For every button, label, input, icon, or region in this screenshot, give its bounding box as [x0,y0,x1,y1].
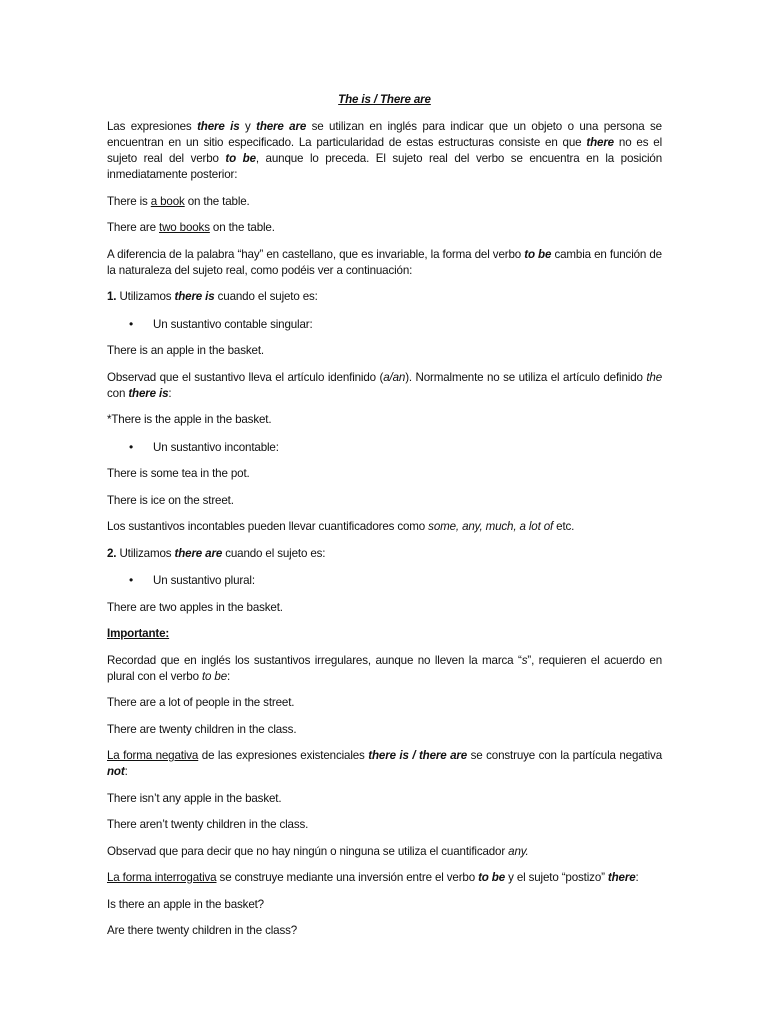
text: : [168,386,172,400]
observation-paragraph [107,844,662,860]
bullet-text: Un sustantivo plural: [153,574,255,587]
text: Utilizamos [116,546,175,560]
bullet-item [107,572,662,589]
text: con [107,386,129,400]
text: se construye mediante una inversión entre el verbo [216,871,479,884]
difference-paragraph [107,247,662,279]
example-sentence: There is an apple in the basket. [107,344,264,357]
text: cuando el sujeto es: [222,546,326,560]
text: : [227,669,231,683]
bullet-item [107,316,662,333]
text: Los sustantivos incontables pueden llevar cuantificadores como [107,520,429,533]
text: se utilizan en inglés para indicar que un objeto o una persona se encuentran en un sitio especificado. La particularidad de estas estructuras consiste en que [107,120,662,149]
example-sentence: There are a lot of people in the street. [107,696,295,709]
underlined-term: La forma negativa [107,749,199,762]
keyword: there are [174,546,223,560]
text: ). Normalmente no se utiliza el artículo definido [405,370,647,384]
text: Recordad que en inglés los sustantivos irregulares, aunque no lleven la marca “ [107,653,522,667]
keyword: there is [197,120,240,133]
text: etc. [553,520,575,533]
keyword: to be [201,669,228,683]
keyword: there is [174,290,215,303]
example-sentence: *There is the apple in the basket. [107,413,272,426]
text: on the table. [184,194,250,208]
section-number: 2. [107,546,117,560]
text: Observad que para decir que no hay ningún o ninguna se utiliza el cuantificador [107,844,509,858]
keyword: to be [478,871,506,884]
bullet-text: Un sustantivo incontable: [153,440,279,454]
text: Las expresiones [107,120,198,133]
text: : [124,765,128,778]
section-1-heading [107,289,662,305]
keyword: there is [128,386,169,400]
quantifiers-paragraph [107,519,662,535]
example-sentence: There is ice on the street. [107,493,234,507]
text: de las expresiones existenciales [198,749,369,762]
bullet-icon: • [129,439,134,454]
text: se construye con la partícula negativa [467,749,662,762]
text: : [635,871,639,884]
important-heading: Importante: [107,627,170,640]
negative-form-paragraph [107,748,662,780]
underlined-subject: a book [150,194,185,208]
bullet-icon: • [129,573,134,587]
text: , aunque lo preceda. El sujeto real del verbo se encuentra en la posición inmediatamente posterior: [107,152,662,181]
example-sentence: There is some tea in the pot. [107,467,250,480]
observation-paragraph [107,370,662,402]
keyword: the [646,370,663,384]
text: no es el sujeto real del verbo [107,136,662,165]
keyword: some, any, much, a lot of [428,520,554,533]
text: ”, requieren el acuerdo en plural con el verbo [107,653,662,683]
keyword: to be [524,247,552,261]
keyword: there is / there are [368,749,468,762]
text: cambia en función de la naturaleza del sujeto real, como podéis ver a continuación: [107,247,662,277]
text: There is [107,194,151,208]
text: cuando el sujeto es: [214,290,318,303]
keyword: not [107,765,125,778]
text: Utilizamos [116,290,175,303]
example-sentence: There aren’t twenty children in the class. [107,818,309,831]
bullet-icon: • [129,316,134,331]
keyword: there [586,136,614,149]
bullet-text: Un sustantivo contable singular: [153,317,313,331]
section-2-heading [107,546,662,562]
underlined-subject: two books [159,221,210,234]
text: A diferencia de la palabra “hay” en castellano, que es invariable, la forma del verbo [107,247,525,261]
keyword: any. [508,844,529,858]
text: y [239,120,257,133]
example-sentence [107,220,662,236]
section-number: 1. [107,290,117,303]
interrogative-form-paragraph [107,870,662,886]
text: There are [107,221,159,234]
underlined-term: La forma interrogativa [107,871,217,884]
keyword: to be [225,152,256,165]
intro-paragraph [107,119,662,183]
keyword: there are [256,120,307,133]
example-sentence: There are two apples in the basket. [107,600,283,614]
keyword: there [607,871,636,884]
example-question: Is there an apple in the basket? [107,897,264,911]
example-question: Are there twenty children in the class? [107,924,298,937]
text: y el sujeto “postizo” [505,871,608,884]
text: on the table. [209,221,275,234]
text: Observad que el sustantivo lleva el artículo idenfinido ( [107,370,384,384]
keyword: s [521,653,528,667]
example-sentence: There are twenty children in the class. [107,722,297,736]
keyword: a/an [383,370,406,384]
reminder-paragraph [107,653,662,685]
bullet-item [107,439,662,456]
example-sentence [107,194,662,210]
example-sentence: There isn’t any apple in the basket. [107,791,282,805]
page-title: The is / There are [338,93,431,106]
